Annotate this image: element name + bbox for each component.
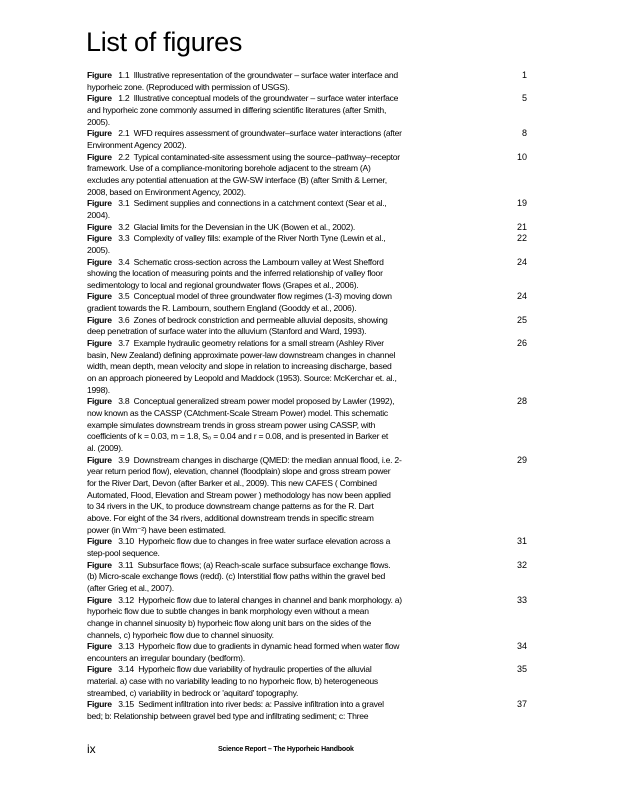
- figure-caption-line: [87, 93, 477, 105]
- figure-caption-line: [87, 396, 477, 408]
- figure-caption-text: Subsurface flows; (a) Reach-scale surface subsurface exchange flows.: [137, 559, 391, 570]
- figure-page-number[interactable]: 34: [516, 641, 527, 652]
- figure-caption-line: on an approach pioneered by Leopold and Maddock (1953). Source: McKerchar et. al.,: [87, 373, 397, 384]
- figure-entry[interactable]: [87, 291, 527, 314]
- figure-caption-line: [87, 455, 477, 467]
- figure-entry[interactable]: [87, 152, 527, 199]
- figure-page-number[interactable]: 5: [521, 93, 527, 104]
- figure-caption-line: width, mean depth, mean velocity and slope in relation to increasing discharge, based: [87, 361, 392, 372]
- figure-entry[interactable]: [87, 257, 527, 292]
- footer-report-title: Science Report – The Hyporheic Handbook: [218, 746, 354, 753]
- figure-caption-line: [87, 198, 477, 210]
- figure-entry[interactable]: [87, 338, 527, 396]
- figure-caption-line: [87, 233, 477, 245]
- figure-page-number[interactable]: 28: [516, 396, 527, 407]
- figure-label: Figure: [87, 641, 112, 652]
- figure-entry[interactable]: [87, 233, 527, 256]
- figure-number: 3.3: [118, 233, 130, 244]
- figure-number: 3.15: [118, 699, 134, 710]
- figure-number: 2.2: [118, 151, 130, 162]
- figure-label: Figure: [87, 396, 112, 407]
- figure-caption-text: Schematic cross-section across the Lambourn valley at West Shefford: [133, 256, 384, 267]
- figure-page-number[interactable]: 33: [516, 594, 527, 605]
- figure-label: Figure: [87, 291, 112, 302]
- figure-label: Figure: [87, 338, 112, 349]
- figure-caption-line: [87, 338, 477, 350]
- figure-number: 1.2: [118, 93, 130, 104]
- figure-caption-text: Sediment infiltration into river beds: a: Passive infiltration into a gravel: [138, 699, 384, 710]
- figure-caption-line: al. (2009).: [87, 443, 123, 453]
- figure-caption-line: [87, 128, 477, 140]
- figure-caption-line: power (in Wm⁻²) have been estimated.: [87, 524, 226, 535]
- figure-caption-line: [87, 152, 477, 164]
- figure-caption-line: change in channel sinuosity b) hyporheic flow along unit bars on the sides of the: [87, 617, 372, 628]
- figure-label: Figure: [87, 594, 112, 605]
- figure-caption-line: excludes any potential attenuation at the GW-SW interface (B) (after Smith & Lerner,: [87, 174, 387, 185]
- figure-caption-line: 2005).: [87, 244, 110, 255]
- figure-number: 3.9: [118, 454, 130, 465]
- figure-entry[interactable]: [87, 315, 527, 338]
- figure-entry[interactable]: [87, 222, 527, 234]
- figure-number: 3.8: [118, 396, 130, 407]
- figure-caption-text: Sediment supplies and connections in a catchment context (Sear et al.,: [133, 198, 387, 209]
- figure-page-number[interactable]: 37: [516, 699, 527, 710]
- figure-number: 1.1: [118, 70, 130, 80]
- figure-number: 3.4: [118, 256, 130, 267]
- figure-caption-line: encounters an irregular boundary (bedform).: [87, 652, 245, 663]
- figure-caption-line: [87, 222, 477, 234]
- figure-caption-text: Typical contaminated-site assessment using the source–pathway–receptor: [133, 151, 400, 162]
- figure-number: 3.14: [118, 664, 134, 675]
- figure-page-number[interactable]: 31: [516, 536, 527, 547]
- figure-caption-line: hyporheic flow due to subtle changes in bank morphology even without a mean: [87, 606, 369, 617]
- figure-label: Figure: [87, 536, 112, 547]
- figure-caption-line: Automated, Flood, Elevation and Stream power ) methodology has now been applied: [87, 489, 391, 500]
- figure-caption-line: step-pool sequence.: [87, 547, 160, 558]
- figure-list: [87, 70, 527, 723]
- figure-entry[interactable]: [87, 595, 527, 642]
- footer-page-number: ix: [87, 742, 96, 756]
- figure-caption-line: [87, 257, 477, 269]
- figure-label: Figure: [87, 93, 112, 104]
- figure-caption-line: [87, 291, 477, 303]
- figure-caption-text: Zones of bedrock constriction and permeable alluvial deposits, showing: [133, 314, 388, 325]
- figure-caption-text: Complexity of valley fills: example of the River North Tyne (Lewin et al.,: [133, 233, 386, 244]
- figure-entry[interactable]: [87, 93, 527, 128]
- figure-label: Figure: [87, 198, 112, 209]
- figure-caption-line: and hyporheic zone commonly assumed in differing scientific literatures (after Smith,: [87, 104, 387, 115]
- figure-caption-text: Hyporheic flow due to gradients in dynamic head formed when water flow: [138, 641, 400, 652]
- figure-caption-line: Environment Agency 2002).: [87, 139, 187, 150]
- figure-entry[interactable]: [87, 560, 527, 595]
- figure-caption-text: Hyporheic flow due to changes in free water surface elevation across a: [138, 536, 391, 547]
- figure-caption-line: streambed, c) variability in bedrock or 'aquitard' topography.: [87, 687, 299, 698]
- page-title: List of figures: [86, 27, 243, 57]
- figure-caption-line: deep penetration of surface water into the alluvium (Stanford and Ward, 1993).: [87, 326, 367, 337]
- figure-page-number[interactable]: 1: [521, 70, 527, 80]
- figure-entry[interactable]: [87, 699, 527, 722]
- figure-entry[interactable]: [87, 641, 527, 664]
- figure-number: 3.5: [118, 291, 130, 302]
- figure-page-number[interactable]: 24: [516, 291, 527, 302]
- figure-caption-line: bed; b: Relationship between gravel bed type and infiltrating sediment; c: Three: [87, 711, 369, 722]
- figure-label: Figure: [87, 256, 112, 267]
- figure-number: 2.1: [118, 128, 130, 139]
- figure-entry[interactable]: [87, 455, 527, 537]
- figure-entry[interactable]: [87, 70, 527, 93]
- figure-caption-line: [87, 664, 477, 676]
- figure-label: Figure: [87, 70, 112, 80]
- figure-label: Figure: [87, 454, 112, 465]
- figure-caption-line: [87, 641, 477, 653]
- figure-page-number[interactable]: 29: [516, 454, 527, 465]
- figure-caption-line: hyporheic zone. (Reproduced with permission of USGS).: [87, 81, 290, 92]
- figure-label: Figure: [87, 314, 112, 325]
- figure-caption-line: [87, 699, 477, 711]
- figure-label: Figure: [87, 699, 112, 710]
- figure-page-number[interactable]: 10: [516, 151, 527, 162]
- figure-caption-line: basin, New Zealand) defining approximate power-law downstream changes in channel: [87, 349, 396, 360]
- figure-caption-text: Illustrative conceptual models of the groundwater – surface water interface: [133, 93, 399, 104]
- figure-label: Figure: [87, 664, 112, 675]
- figure-entry[interactable]: [87, 198, 527, 221]
- figure-caption-text: Downstream changes in discharge (QMED: the median annual flood, i.e. 2-: [133, 454, 402, 465]
- figure-entry[interactable]: [87, 128, 527, 151]
- figure-page-number[interactable]: 21: [516, 221, 527, 232]
- figure-caption-line: year return period flow), elevation, channel (floodplain) slope and gross stream power: [87, 466, 391, 477]
- figure-page-number[interactable]: 22: [516, 233, 527, 244]
- figure-caption-line: (after Grieg et al., 2007).: [87, 582, 174, 593]
- figure-number: 3.2: [118, 221, 130, 232]
- figure-caption-line: framework. Use of a compliance-monitoring borehole adjacent to the stream (A): [87, 163, 371, 174]
- figure-caption-text: WFD requires assessment of groundwater–surface water interactions (after: [133, 128, 402, 139]
- figure-number: 3.12: [118, 594, 134, 605]
- figure-caption-line: [87, 315, 477, 327]
- figure-caption-text: Illustrative representation of the groundwater – surface water interface and: [133, 70, 398, 80]
- figure-page-number[interactable]: 32: [516, 559, 527, 570]
- figure-entry[interactable]: [87, 396, 527, 454]
- figure-caption-text: Hyporheic flow due to lateral changes in channel and bank morphology. a): [138, 594, 402, 605]
- figure-entry[interactable]: [87, 536, 527, 559]
- figure-caption-line: gradient towards the R. Lambourn, southern England (Gooddy et al., 2006).: [87, 303, 357, 314]
- figure-caption-line: (b) Micro-scale exchange flows (redd). (c) Interstitial flow paths within the gravel bed: [87, 571, 386, 582]
- figure-page-number[interactable]: 19: [516, 198, 527, 209]
- figure-caption-text: Example hydraulic geometry relations for a small stream (Ashley River: [133, 338, 384, 349]
- figure-caption-line: [87, 595, 477, 607]
- figure-caption-line: [87, 560, 477, 572]
- figure-caption-text: Conceptual model of three groundwater flow regimes (1-3) moving down: [133, 291, 392, 302]
- figure-caption-text: Glacial limits for the Devensian in the UK (Bowen et al., 2002).: [133, 221, 356, 232]
- figure-number: 3.13: [118, 641, 134, 652]
- figure-label: Figure: [87, 151, 112, 162]
- figure-page-number[interactable]: 25: [516, 314, 527, 325]
- figure-caption-line: coefficients of k = 0.03, m = 1.8, S₀ = 0.04 and r = 0.08, and is presented in Barker et: [87, 431, 389, 442]
- figure-caption-line: showing the location of measuring points and the inferred relationship of valley floor: [87, 268, 383, 279]
- figure-caption-text: Hyporheic flow due variability of hydraulic properties of the alluvial: [138, 664, 372, 675]
- figure-label: Figure: [87, 559, 112, 570]
- figure-label: Figure: [87, 128, 112, 139]
- figure-caption-line: 2005).: [87, 116, 110, 127]
- figure-caption-line: [87, 536, 477, 548]
- figure-caption-text: Conceptual generalized stream power model proposed by Lawler (1992),: [133, 396, 395, 407]
- figure-page-number[interactable]: 35: [516, 664, 527, 675]
- figure-page-number[interactable]: 24: [516, 256, 527, 267]
- figure-caption-line: 2004).: [87, 209, 110, 220]
- figure-number: 3.7: [118, 338, 130, 349]
- figure-caption-line: above. For eight of the 34 rivers, additional downstream trends in specific stream: [87, 512, 374, 523]
- figure-number: 3.6: [118, 314, 130, 325]
- figure-label: Figure: [87, 233, 112, 244]
- figure-caption-line: [87, 70, 477, 82]
- figure-label: Figure: [87, 221, 112, 232]
- figure-page-number[interactable]: 8: [521, 128, 527, 139]
- figure-number: 3.11: [118, 559, 134, 570]
- figure-caption-line: for the River Dart, Devon (after Barker et al., 2009). This new CAFES ( Combined: [87, 477, 377, 488]
- figure-caption-line: sedimentology to local and regional groundwater flows (Grapes et al., 2006).: [87, 279, 359, 290]
- figure-caption-line: channels, c) hyporheic flow due to channel sinuosity.: [87, 629, 274, 640]
- figure-caption-line: example simulates downstream trends in gross stream power using CASSP, with: [87, 419, 376, 430]
- figure-caption-line: 2008, based on Environment Agency, 2002).: [87, 186, 246, 197]
- figure-caption-line: now known as the CASSP (CAtchment-Scale Stream Power) model. This schematic: [87, 408, 388, 419]
- figure-page-number[interactable]: 26: [516, 338, 527, 349]
- figure-caption-line: to 34 rivers in the UK, to produce downstream change patterns as for the R. Dart: [87, 501, 374, 512]
- figure-caption-line: material. a) case with no variability leading to no hyporheic flow, b) heterogeneous: [87, 676, 378, 687]
- figure-number: 3.10: [118, 536, 134, 547]
- figure-entry[interactable]: [87, 664, 527, 699]
- figure-number: 3.1: [118, 198, 130, 209]
- figure-caption-line: 1998).: [87, 384, 110, 395]
